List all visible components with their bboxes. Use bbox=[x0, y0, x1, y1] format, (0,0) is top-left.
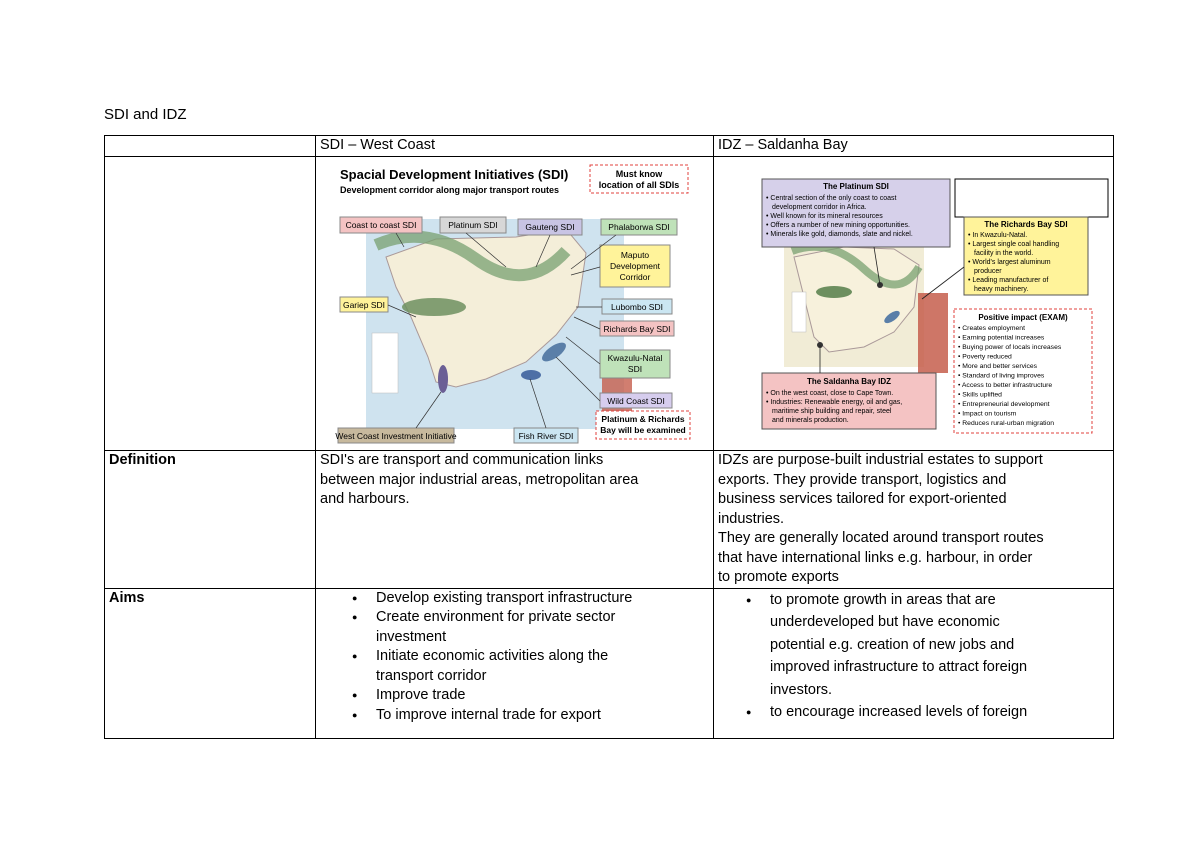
aims-sdi bbox=[316, 588, 714, 738]
saldanha-bullet-2c: and minerals production. bbox=[772, 416, 849, 424]
definition-sdi-line: between major industrial areas, metropolitan area bbox=[320, 471, 639, 488]
definition-sdi-line: and harbours. bbox=[320, 491, 410, 507]
definition-idz bbox=[714, 451, 1114, 589]
map-row bbox=[105, 156, 1114, 451]
positive-bullet-2: • Earning potential increases bbox=[958, 334, 1045, 341]
list-item bbox=[376, 647, 709, 686]
definition-idz-line: to promote exports bbox=[718, 569, 839, 585]
list-item-line: potential e.g. creation of new jobs and bbox=[770, 636, 1015, 653]
wild-coast-label: Wild Coast SDI bbox=[607, 395, 665, 406]
definition-idz-line: IDZs are purpose-built industrial estates to support bbox=[718, 452, 1043, 468]
list-item-line: ● To improve internal trade for export bbox=[376, 706, 601, 723]
idz-map-legend bbox=[792, 292, 806, 332]
blank-box bbox=[955, 179, 1108, 217]
positive-bullet-7: • Access to better infrastructure bbox=[958, 381, 1053, 389]
positive-impact-title: Positive impact (EXAM) bbox=[978, 312, 1068, 322]
richards-bullet-1: • In Kwazulu-Natal. bbox=[968, 231, 1028, 239]
platinum-bullet-2: • Well known for its mineral resources bbox=[766, 212, 883, 220]
westcoast-corridor bbox=[438, 365, 448, 393]
sdi-map-figure bbox=[316, 157, 714, 444]
richards-bullet-3b: producer bbox=[974, 267, 1002, 275]
positive-bullet-4: • Poverty reduced bbox=[958, 353, 1012, 360]
lubombo-sdi-label: Lubombo SDI bbox=[611, 301, 663, 312]
map-legend bbox=[372, 333, 398, 393]
gariep-sdi-label: Gariep SDI bbox=[342, 299, 386, 310]
header-empty-cell bbox=[105, 136, 316, 157]
aims-label: Aims bbox=[105, 588, 316, 738]
header-row bbox=[105, 136, 1114, 157]
definition-idz-line: exports. They provide transport, logistics and bbox=[718, 471, 1007, 488]
list-item-line: investors. bbox=[770, 681, 833, 698]
idz-map-cell bbox=[714, 156, 1114, 451]
aims-row bbox=[105, 588, 1114, 738]
list-item-line: ● Create environment for private sector bbox=[376, 609, 616, 625]
kzn-sdi-label-line2: SDI bbox=[627, 363, 643, 374]
coast-sdi-label: Coast to coast SDI bbox=[345, 219, 417, 230]
saldanha-info-title: The Saldanha Bay IDZ bbox=[806, 376, 892, 386]
kzn-sdi-label-line1: Kwazulu-Natal bbox=[607, 352, 663, 363]
richards-bay-label: Richards Bay SDI bbox=[603, 323, 671, 334]
must-know-line1: Must know bbox=[615, 168, 663, 179]
gariep-corridor bbox=[402, 298, 466, 316]
richards-bullet-2: • Largest single coal handling bbox=[968, 240, 1060, 248]
sdi-map-cell bbox=[316, 156, 714, 451]
aims-idz bbox=[714, 588, 1114, 738]
platinum-bullet-4: • Minerals like gold, diamonds, slate and nickel. bbox=[766, 230, 913, 238]
list-item-line: ● Initiate economic activities along the bbox=[376, 648, 609, 664]
richards-bullet-4b: heavy machinery. bbox=[974, 285, 1029, 293]
list-item bbox=[770, 701, 1109, 724]
richards-bullet-2b: facility in the world. bbox=[974, 249, 1034, 257]
examined-line1: Platinum & Richards bbox=[601, 413, 685, 424]
definition-row bbox=[105, 451, 1114, 589]
list-item-line: underdeveloped but have economic bbox=[770, 614, 1000, 630]
header-idz: IDZ – Saldanha Bay bbox=[714, 136, 1114, 157]
definition-idz-line: business services tailored for export-oriented bbox=[718, 491, 1007, 507]
platinum-bullet-1: • Central section of the only coast to coast bbox=[766, 194, 897, 202]
richards-bullet-3: • World's largest aluminum bbox=[968, 258, 1051, 266]
saldanha-bullet-2: • Industries: Renewable energy, oil and gas, bbox=[766, 398, 903, 406]
idz-map-figure bbox=[714, 157, 1114, 444]
maputo-label-line2: Development bbox=[609, 260, 661, 271]
aims-sdi-list bbox=[320, 589, 709, 726]
definition-idz-line: They are generally located around transport routes bbox=[718, 530, 1044, 546]
definition-label: Definition bbox=[105, 451, 316, 589]
richards-bullet-4: • Leading manufacturer of bbox=[968, 276, 1049, 284]
positive-bullet-9: • Entrepreneurial development bbox=[958, 400, 1050, 408]
richards-info-title: The Richards Bay SDI bbox=[984, 219, 1068, 229]
fishriver-corridor bbox=[521, 370, 541, 380]
sdi-map-subtitle: Development corridor along major transport routes bbox=[340, 184, 560, 195]
positive-bullet-10: • Impact on tourism bbox=[958, 410, 1017, 417]
saldanha-bullet-1: • On the west coast, close to Cape Town. bbox=[766, 389, 894, 397]
definition-idz-line: industries. bbox=[718, 510, 785, 527]
definition-idz-line: that have international links e.g. harbour, in order bbox=[718, 549, 1033, 566]
positive-bullet-11: • Reduces rural-urban migration bbox=[958, 419, 1055, 427]
list-item-line: ● Develop existing transport infrastructure bbox=[376, 589, 633, 606]
list-item bbox=[376, 706, 709, 726]
maputo-label-line3: Corridor bbox=[619, 271, 651, 282]
list-item-line: transport corridor bbox=[376, 667, 487, 684]
list-item-line: ● to encourage increased levels of foreign bbox=[770, 704, 1028, 720]
list-item-line: ● to promote growth in areas that are bbox=[770, 591, 996, 608]
must-know-line2: location of all SDIs bbox=[598, 179, 680, 190]
saldanha-bullet-2b: maritime ship building and repair, steel bbox=[772, 407, 892, 415]
maputo-label-line1: Maputo bbox=[620, 249, 650, 260]
fish-river-label: Fish River SDI bbox=[518, 430, 574, 441]
page-title: SDI and IDZ bbox=[104, 106, 187, 123]
west-coast-label: West Coast Investment Initiative bbox=[335, 430, 457, 441]
list-item bbox=[376, 589, 709, 609]
platinum-bullet-3: • Offers a number of new mining opportunities. bbox=[766, 221, 910, 229]
positive-bullet-3: • Buying power of locals increases bbox=[958, 343, 1062, 351]
list-item-line: investment bbox=[376, 628, 447, 645]
list-item bbox=[376, 608, 709, 647]
idz-gariep-corridor bbox=[816, 286, 852, 298]
platinum-bullet-1b: development corridor in Africa. bbox=[772, 203, 867, 211]
sdi-map-title: Spacial Development Initiatives (SDI) bbox=[340, 166, 569, 182]
header-sdi: SDI – West Coast bbox=[316, 136, 714, 157]
aims-idz-list bbox=[718, 589, 1109, 724]
idz-map-inset bbox=[918, 293, 948, 373]
list-item-line: improved infrastructure to attract foreign bbox=[770, 659, 1028, 675]
platinum-sdi-label: Platinum SDI bbox=[448, 219, 498, 230]
definition-sdi bbox=[316, 451, 714, 589]
gauteng-sdi-label: Gauteng SDI bbox=[525, 221, 575, 232]
examined-line2: Bay will be examined bbox=[600, 424, 686, 435]
map-row-label-cell bbox=[105, 156, 316, 451]
positive-bullet-1: • Creates employment bbox=[958, 324, 1025, 332]
list-item bbox=[376, 686, 709, 706]
list-item bbox=[770, 589, 1109, 702]
definition-sdi-line: SDI's are transport and communication links bbox=[320, 452, 604, 468]
richards-info-bullets bbox=[968, 232, 1059, 293]
positive-bullet-5: • More and better services bbox=[958, 362, 1038, 370]
sdi-idz-table bbox=[104, 135, 1114, 739]
list-item-line: ● Improve trade bbox=[376, 687, 466, 703]
phalaborwa-sdi-label: Phalaborwa SDI bbox=[608, 221, 670, 232]
positive-bullet-8: • Skills uplifted bbox=[958, 391, 1002, 398]
platinum-info-title: The Platinum SDI bbox=[823, 181, 889, 191]
positive-bullet-6: • Standard of living improves bbox=[958, 372, 1045, 379]
